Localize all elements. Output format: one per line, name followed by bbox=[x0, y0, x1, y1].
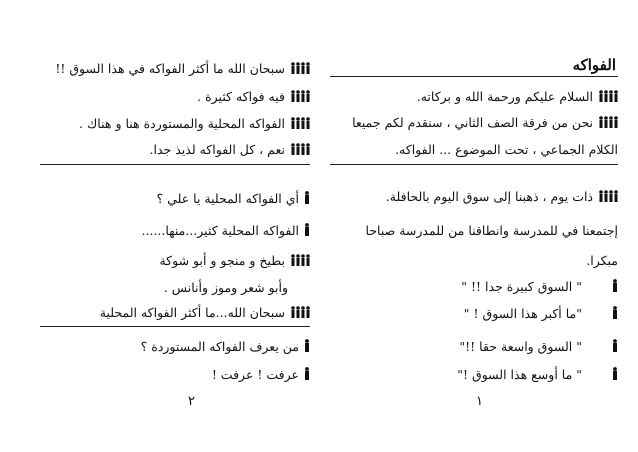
speech-line bbox=[40, 115, 310, 134]
page-title: الفواكه bbox=[572, 56, 616, 74]
group-icon bbox=[290, 89, 310, 107]
line-text: عرفت ! عرفت ! bbox=[211, 367, 299, 382]
speech-line bbox=[330, 114, 618, 133]
line-text: سبحان الله...ما أكثر الفواكه المحلية bbox=[99, 305, 285, 320]
group-icon bbox=[290, 116, 310, 134]
dialog-line bbox=[40, 366, 310, 385]
right-page bbox=[330, 0, 618, 452]
divider bbox=[40, 326, 310, 327]
line-text: نحن من فرقة الصف الثاني ، سنقدم لكم جميعا bbox=[352, 115, 593, 130]
person-icon bbox=[304, 223, 310, 241]
group-icon bbox=[290, 142, 310, 160]
line-text: بطيخ و منجو و أبو شوكة bbox=[159, 253, 285, 268]
dialog-line bbox=[40, 338, 310, 357]
person-icon bbox=[304, 191, 310, 209]
person-icon bbox=[612, 367, 618, 385]
line-text: وأبو شعر وموز وأنانس . bbox=[163, 280, 288, 295]
dialog-line bbox=[40, 304, 310, 323]
line-text: السلام عليكم ورحمة الله و بركاته. bbox=[416, 89, 593, 104]
dialog-line bbox=[40, 252, 310, 271]
line-text: الفواكه المحلية كثير...منها...... bbox=[141, 223, 299, 238]
page-number: ٢ bbox=[188, 394, 195, 409]
line-text: "ما أكبر هذا السوق ! " bbox=[463, 306, 582, 321]
line-text: الكلام الجماعي ، تحت الموضوع ... الفواكه. bbox=[395, 142, 618, 157]
line-text: " السوق كبيرة جدا !! " bbox=[461, 279, 582, 294]
page-number: ١ bbox=[476, 394, 483, 409]
left-page bbox=[40, 0, 310, 452]
line-text: من يعرف الفواكه المستوردة ؟ bbox=[140, 339, 299, 354]
line-text: إجتمعنا في للمدرسة وانطاقنا من للمدرسة صباحا bbox=[365, 223, 618, 238]
group-icon bbox=[598, 189, 618, 207]
line-text: أي الفواكه المحلية يا علي ؟ bbox=[156, 191, 299, 206]
line-text: مبكرا. bbox=[586, 253, 618, 268]
person-icon bbox=[612, 306, 618, 324]
speech-line bbox=[40, 60, 310, 79]
speech-line bbox=[40, 88, 310, 107]
speech-line bbox=[330, 222, 618, 240]
divider bbox=[330, 164, 618, 165]
line-text: نعم ، كل الفواكه لذيذ جدا. bbox=[149, 142, 285, 157]
speech-line bbox=[330, 141, 618, 159]
dialog-line bbox=[40, 222, 310, 241]
quote-line bbox=[330, 305, 618, 324]
person-icon bbox=[612, 339, 618, 357]
dialog-line bbox=[40, 279, 310, 297]
group-icon bbox=[598, 115, 618, 133]
speech-line bbox=[40, 141, 310, 160]
person-icon bbox=[612, 279, 618, 297]
group-icon bbox=[598, 89, 618, 107]
divider bbox=[330, 76, 618, 77]
group-icon bbox=[290, 61, 310, 79]
person-icon bbox=[304, 339, 310, 357]
dialog-line bbox=[40, 190, 310, 209]
quote-line bbox=[330, 278, 618, 297]
person-icon bbox=[304, 367, 310, 385]
quote-line bbox=[330, 338, 618, 357]
group-icon bbox=[290, 253, 310, 271]
group-icon bbox=[290, 305, 310, 323]
speech-line bbox=[330, 188, 618, 207]
line-text: " السوق واسعة حقا !!" bbox=[459, 339, 582, 354]
line-text: فيه فواكه كثيرة . bbox=[197, 89, 285, 104]
line-text: ذات يوم ، ذهبنا إلى سوق اليوم بالحافلة. bbox=[385, 189, 593, 204]
divider bbox=[40, 164, 310, 165]
speech-line bbox=[330, 252, 618, 270]
quote-line bbox=[330, 366, 618, 385]
line-text: " ما أوسع هذا السوق !" bbox=[457, 367, 582, 382]
speech-line bbox=[330, 88, 618, 107]
line-text: الفواكه المحلية والمستوردة هنا و هناك . bbox=[79, 116, 285, 131]
line-text: سبحان الله ما أكثر الفواكه في هذا السوق !! bbox=[55, 61, 285, 76]
